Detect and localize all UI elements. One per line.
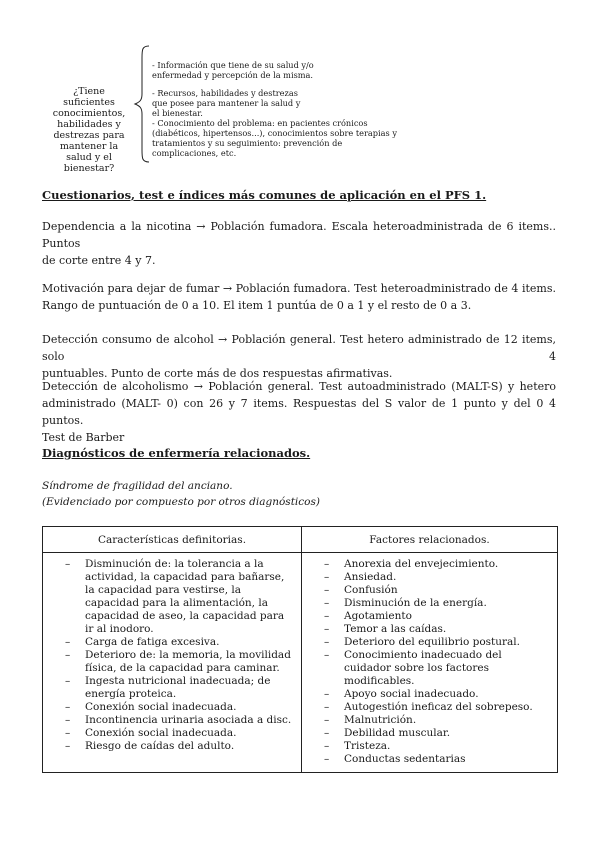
list-item-text: Ingesta nutricional inadecuada; de energía proteica. [85, 675, 271, 700]
list-item-text: Confusión [344, 584, 398, 596]
paragraph-line: Rango de puntuación de 0 a 10. El item 1 puntúa de 0 a 1 y el resto de 0 a 3. [42, 299, 472, 312]
table-header-characteristics: Características definitorias. [43, 527, 301, 553]
dash-bullet-icon: – [65, 649, 71, 661]
dash-bullet-icon: – [324, 636, 330, 648]
list-item-text: Temor a las caídas. [344, 623, 447, 635]
dash-bullet-icon: – [65, 558, 71, 570]
paragraph-line: Detección consumo de alcohol → Población general. Test hetero administrado de 12 items, solo 4 [42, 333, 556, 363]
list-item-text: Conocimiento inadecuado del cuidador sobre los factores modificables. [344, 649, 502, 687]
list-item [324, 753, 552, 766]
diagnosis-subtitle-note: (Evidenciado por compuesto por otros diagnósticos) [42, 496, 320, 508]
list-item-text: Carga de fatiga excesiva. [85, 636, 220, 648]
paragraph-line: puntuables. Punto de corte más de dos respuestas afirmativas. [42, 367, 393, 380]
list-item-text: Conexión social inadecuada. [85, 727, 237, 739]
list-item [324, 623, 552, 636]
list-item-text: Riesgo de caídas del adulto. [85, 740, 235, 752]
list-item-text: Incontinencia urinaria asociada a disc. [85, 714, 292, 726]
list-item [65, 675, 293, 701]
list-item-text: Conexión social inadecuada. [85, 701, 237, 713]
diagnosis-subtitle: Síndrome de fragilidad del anciano. [42, 480, 233, 492]
list-item-text: Anorexia del envejecimiento. [344, 558, 499, 570]
knowledge-scheme [0, 0, 600, 180]
list-item [324, 740, 552, 753]
dash-bullet-icon: – [65, 740, 71, 752]
paragraph-smoking-motivation [42, 280, 556, 314]
dash-bullet-icon: – [65, 636, 71, 648]
dash-bullet-icon: – [324, 558, 330, 570]
dash-bullet-icon: – [65, 714, 71, 726]
paragraph-alcohol-consumption [42, 331, 556, 382]
paragraph-line: Motivación para dejar de fumar → Población fumadora. Test heteroadministrado de 4 items. [42, 282, 556, 295]
characteristics-list [65, 558, 293, 753]
dash-bullet-icon: – [65, 701, 71, 713]
paragraph-line: Test de Barber [42, 431, 125, 444]
list-item [324, 558, 552, 571]
dash-bullet-icon: – [324, 610, 330, 622]
list-item-text: Apoyo social inadecuado. [344, 688, 479, 700]
dash-bullet-icon: – [324, 753, 330, 765]
diagnosis-subtitle-block [42, 478, 320, 510]
dash-bullet-icon: – [324, 597, 330, 609]
scheme-item-2: - Recursos, habilidades y destrezas que posee para mantener la salud y el bienestar. [152, 88, 301, 118]
dash-bullet-icon: – [324, 571, 330, 583]
list-item [65, 714, 293, 727]
paragraph-nicotine [42, 218, 556, 269]
section-heading-questionnaires: Cuestionarios, test e índices más comunes de aplicación en el PFS 1. [42, 188, 487, 202]
dash-bullet-icon: – [324, 727, 330, 739]
paragraph-line: Detección de alcoholismo → Población general. Test autoadministrado (MALT-S) y hetero [42, 380, 556, 393]
paragraph-alcoholism [42, 378, 556, 446]
diagnosis-table [42, 526, 558, 773]
list-item-text: Malnutrición. [344, 714, 417, 726]
dash-bullet-icon: – [324, 740, 330, 752]
list-item [324, 571, 552, 584]
list-item [324, 714, 552, 727]
list-item-text: Autogestión ineficaz del sobrepeso. [344, 701, 533, 713]
list-item-text: Agotamiento [344, 610, 412, 622]
list-item [324, 649, 552, 688]
list-item [324, 597, 552, 610]
list-item-text: Deterioro del equilibrio postural. [344, 636, 520, 648]
dash-bullet-icon: – [324, 649, 330, 661]
list-item-text: Tristeza. [344, 740, 391, 752]
dash-bullet-icon: – [324, 701, 330, 713]
list-item [65, 740, 293, 753]
list-item [65, 701, 293, 714]
list-item [65, 636, 293, 649]
list-item [65, 558, 293, 636]
list-item-text: Conductas sedentarias [344, 753, 466, 765]
list-item-text: Deterioro de: la memoria, la movilidad física, de la capacidad para caminar. [85, 649, 291, 674]
list-item [324, 727, 552, 740]
scheme-question: ¿Tiene suficientes conocimientos, habilidades y destrezas para mantener la salud y el bienestar? [52, 86, 126, 174]
related-factors-list [324, 558, 552, 766]
dash-bullet-icon: – [324, 584, 330, 596]
dash-bullet-icon: – [324, 714, 330, 726]
scheme-item-1: - Información que tiene de su salud y/o enfermedad y percepción de la misma. [152, 60, 314, 80]
paragraph-line: administrado (MALT- 0) con 26 y 7 items. Respuestas del S valor de 1 punto y del 0 4 puntos. [42, 397, 556, 427]
list-item [324, 610, 552, 623]
list-item-text: Debilidad muscular. [344, 727, 451, 739]
list-item [324, 636, 552, 649]
dash-bullet-icon: – [324, 688, 330, 700]
list-item [324, 584, 552, 597]
list-item [324, 688, 552, 701]
list-item [324, 701, 552, 714]
list-item-text: Ansiedad. [344, 571, 397, 583]
scheme-item-3: - Conocimiento del problema: en pacientes crónicos (diabéticos, hipertensos...), conocimientos sobre terapias y tratamientos y su seguimiento: prevención de complicaciones, etc. [152, 118, 397, 158]
table-header-related-factors: Factores relacionados. [302, 527, 557, 553]
list-item-text: Disminución de: la tolerancia a la actividad, la capacidad para bañarse, la capacidad para vestirse, la capacidad para la alimentación, la capacidad de aseo, la capacidad para ir al inodoro. [85, 558, 285, 635]
list-item-text: Disminución de la energía. [344, 597, 487, 609]
paragraph-line: de corte entre 4 y 7. [42, 254, 156, 267]
section-heading-nursing-diagnoses: Diagnósticos de enfermería relacionados. [42, 446, 311, 460]
paragraph-line: Dependencia a la nicotina → Población fumadora. Escala heteroadministrada de 6 items.. Puntos [42, 220, 556, 250]
dash-bullet-icon: – [324, 623, 330, 635]
list-item [65, 727, 293, 740]
dash-bullet-icon: – [65, 675, 71, 687]
dash-bullet-icon: – [65, 727, 71, 739]
list-item [65, 649, 293, 675]
curly-brace-icon [132, 44, 152, 164]
table-column-divider [301, 527, 302, 772]
